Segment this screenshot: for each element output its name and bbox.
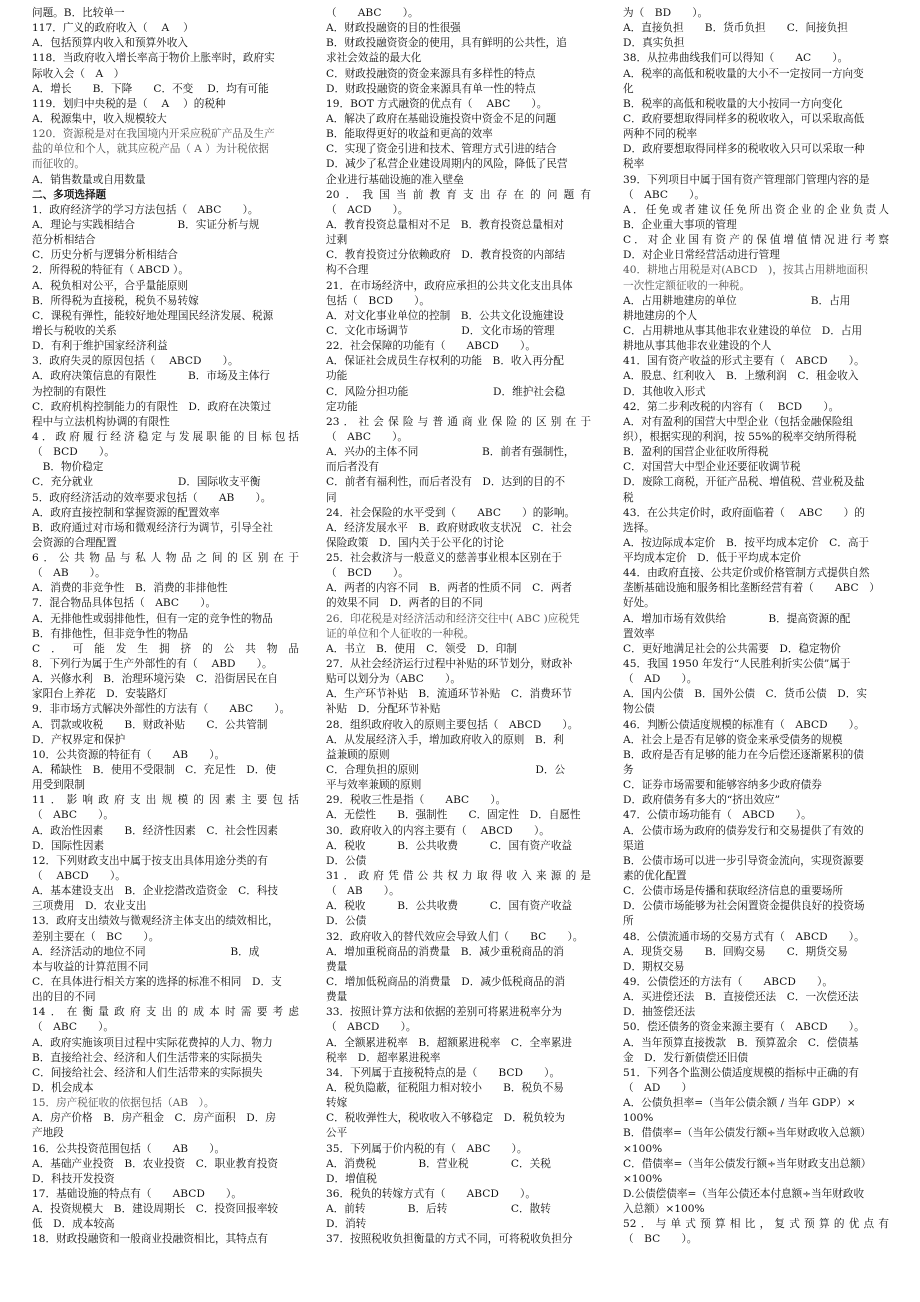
- text-line: 的效果不同 D．两者的目的不同: [326, 597, 483, 610]
- text-line: A．保证社会成员生存权利的功能 B．收入再分配: [326, 355, 564, 368]
- text-line: A．政府实施该项目过程中实际花费掉的人力、物力: [32, 1036, 273, 1049]
- column-left: [32, 6, 299, 1248]
- text-line: A．前转 B．后转 C．散转: [326, 1203, 562, 1216]
- text-line: 两种不同的税率: [623, 128, 698, 141]
- text-line: D．产权界定和保护: [32, 733, 126, 746]
- text-line: 21．在市场经济中，政府应承担的公共文化支出具体: [326, 279, 573, 292]
- text-line: （ AD ）: [623, 1081, 693, 1094]
- text-line: 家阳台上养花 D．安装路灯: [32, 688, 168, 701]
- text-line: A．对文化事业单位的控制 B．公共文化设施建设: [326, 309, 564, 322]
- text-line: （ AB ）。: [326, 885, 400, 898]
- text-line: C．对企业国有资产的保值增值情况进行考察: [623, 234, 889, 247]
- text-line: 100%: [623, 1112, 654, 1125]
- text-line: A．教育投资总量相对不足 B．教育投资总量相对: [326, 218, 564, 231]
- text-line: 15．房产税征收的依据包括（AB ）。: [32, 1097, 215, 1110]
- text-line: C．公债市场是传播和获取经济信息的重要场所: [623, 885, 843, 898]
- text-line: （ AD ）。: [623, 673, 698, 686]
- text-line: C．历史分析与逻辑分析相结合: [32, 249, 178, 262]
- text-line: A．投资规模大 B．建设周期长 C．投资回报率较: [32, 1203, 279, 1216]
- text-line: 素的优化配置: [623, 870, 687, 883]
- text-line: 30．政府收入的内容主要有（ ABCD ）。: [326, 824, 550, 837]
- text-line: 问题。B．比较单一: [32, 7, 125, 19]
- text-line: A．税收 B．公共收费 C．国有资产收益: [326, 839, 573, 852]
- text-line: 27．从社会经济运行过程中补贴的环节划分，财政补: [326, 658, 573, 671]
- text-line: A．股息、红利收入 B．上缴利润 C．租金收入: [623, 370, 870, 383]
- text-line: A．买进偿还法 B．直接偿还法 C．一次偿还法: [623, 991, 870, 1004]
- text-line: D．政府要想取得同样多的税收收入只可以采取一种: [623, 143, 865, 156]
- text-line: A．经济活动的地位不同 B．成: [32, 945, 260, 958]
- text-line: A．全额累进税率 B．超额累进税率 C．全率累进: [326, 1036, 573, 1049]
- text-line: 3．政府失灵的原因包括（ ABCD ）。: [32, 355, 239, 368]
- text-line: D．废除工商税，开征产品税、增值税、营业税及盐: [623, 476, 865, 489]
- text-line: C．可能发生拥挤的公共物品: [32, 642, 299, 655]
- text-line: A．财政投融资的目的性很强: [326, 22, 461, 35]
- text-line: B．借债率=（当年公债发行额÷当年财政收入总额）: [623, 1127, 872, 1140]
- text-line: 28．组织政府收入的原则主要包括（ ABCD ）。: [326, 718, 579, 731]
- text-line: 42．第二步利改税的内容有（ BCD ）。: [623, 400, 840, 413]
- text-line: 贴可以划分为（ABC ）。: [326, 673, 461, 686]
- text-line: A．按边际成本定价 B．按平均成本定价 C．高于: [623, 536, 870, 549]
- text-line: 程中与立法机构协调的有限性: [32, 415, 170, 428]
- text-line: A．政府决策信息的有限性 B．市场及主体行: [32, 370, 270, 383]
- text-line: 构不合理: [326, 264, 369, 277]
- text-line: 税率: [623, 158, 645, 171]
- text-line: A．税源集中，收入规模较大: [32, 112, 167, 125]
- text-line: C．借债率=（当年公债发行额÷当年财政支出总额）: [623, 1157, 872, 1170]
- text-line: 49．公债偿还的方法有（ ABCD ）。: [623, 976, 833, 988]
- text-line: 1．政府经济学的学习方法包括（ ABC ）。: [32, 203, 259, 216]
- text-line: C．教育投资过分依赖政府 D．教育投资的内部结: [326, 249, 566, 262]
- text-line: A．消费的非竞争性 B．消费的非排他性: [32, 582, 228, 595]
- text-line: 13．政府支出绩效与微观经济主体支出的绩效相比，: [32, 915, 279, 928]
- text-line: A．任免或者建议任免所出资企业的企业负责人: [623, 203, 889, 216]
- text-line: 过剩: [326, 234, 348, 247]
- text-line: D．期权交易: [623, 960, 685, 973]
- text-line: 8．下列行为属于生产外部性的有（ ABD ）。: [32, 658, 273, 671]
- text-line: A．基本建设支出 B．企业挖潜改造资金 C．科技: [32, 885, 279, 898]
- text-line: 一次性定额征收的一种税。: [623, 279, 751, 292]
- text-line: 好处。: [623, 597, 655, 610]
- text-line: C．财政投融资的资金来源具有多样性的特点: [326, 67, 536, 80]
- text-line: 117．广义的政府收入（ A ）: [32, 22, 194, 35]
- text-line: 物公债: [623, 703, 655, 716]
- text-line: 51．下列各个监测公债适度规模的指标中正确的有: [623, 1066, 859, 1079]
- text-line: （ ABC ）。: [326, 430, 408, 443]
- text-line: 产地段: [32, 1127, 64, 1140]
- text-line: 4．政府履行经济稳定与发展职能的目标包括: [32, 430, 299, 443]
- text-line: 盐的单位和个人，就其应税产品（ A ）为计税依据: [32, 143, 269, 156]
- text-line: ×100%: [623, 1172, 663, 1185]
- text-line: 40．耕地占用税是对(ABCD )，按其占用耕地面积: [623, 264, 868, 277]
- text-line: （ ABC ）。: [326, 7, 419, 19]
- text-line: D．机会成本: [32, 1081, 94, 1094]
- text-line: 10．公共资源的特征有（ AB ）。: [32, 748, 226, 761]
- text-line: 120．资源税是对在我国境内开采应税矿产品及生产: [32, 128, 275, 141]
- text-line: C．在具体进行相关方案的选择的标准不相同 D．支: [32, 976, 282, 988]
- text-line: 定功能: [326, 400, 358, 413]
- text-line: D．政府债务有多大的“挤出效应”: [623, 794, 781, 807]
- text-line: 46．判断公债适度规模的标准有（ ABCD ）。: [623, 718, 865, 731]
- text-line: ×100%: [623, 1142, 663, 1155]
- text-line: B．企业重大事项的管理: [623, 218, 737, 231]
- text-line: A．税负相对公平，合乎量能原则: [32, 279, 188, 292]
- text-line: 织），根据实现的利润，按 55%的税率交纳所得税: [623, 430, 857, 443]
- text-line: 而征收的。: [32, 158, 85, 171]
- text-line: 6．公共物品与私人物品之间的区别在于: [32, 552, 299, 565]
- column-middle: [326, 6, 591, 1248]
- text-line: 118．当政府收入增长率高于物价上胀率时，政府实: [32, 52, 275, 65]
- text-line: C．课税有弹性，能较好地处理国民经济发展、税源: [32, 309, 274, 322]
- text-line: 用受到限制: [32, 779, 85, 792]
- text-line: 119．划归中央税的是（ A ）的税种: [32, 97, 226, 110]
- text-line: D．国际性因素: [32, 839, 105, 852]
- text-line: 36．税负的转嫁方式有（ ABCD ）。: [326, 1187, 536, 1200]
- text-line: A．解决了政府在基础设施投资中资金不足的问题: [326, 112, 557, 125]
- text-line: 45．我国 1950 年发行“人民胜利折实公债”属于: [623, 658, 851, 671]
- text-line: 41．国有资产收益的形式主要有（ ABCD ）。: [623, 355, 865, 368]
- text-line: D．真实负担: [623, 37, 685, 50]
- text-line: A．理论与实践相结合 B．实证分析与规: [32, 218, 260, 231]
- text-line: 而后者没有: [326, 461, 379, 474]
- text-line: 求社会效益的最大化: [326, 52, 422, 65]
- text-line: 税率 D．超率累进税率: [326, 1051, 441, 1064]
- text-line: B．公债市场可以进一步引导资金流向，实现资源要: [623, 854, 864, 867]
- text-line: 会资源的合理配置: [32, 536, 117, 549]
- text-line: 税: [623, 491, 634, 504]
- text-line: 52．与单式预算相比，复式预算的优点有: [623, 1218, 889, 1231]
- text-line: 为（ BD ）。: [623, 7, 709, 19]
- text-line: A．兴修水利 B．治理环境污染 C．沿街居民在自: [32, 673, 279, 686]
- text-line: 垄断基础设施和服务相比垄断经营有着（ ABC ）: [623, 582, 880, 595]
- text-line: A．消费税 B．营业税 C．关税: [326, 1157, 562, 1170]
- text-line: B．盈利的国营企业征收所得税: [623, 446, 769, 459]
- text-line: 务: [623, 764, 634, 777]
- text-line: B．物价稳定: [32, 461, 104, 474]
- text-line: A．两者的内容不同 B．两者的性质不同 C．两者: [326, 582, 573, 595]
- text-line: 18．财政投融资和一般商业投融资相比，其特点有: [32, 1233, 268, 1246]
- text-line: B．政府是否有足够的能力在今后偿还逐渐累积的债: [623, 748, 864, 761]
- text-line: A．经济发展水平 B．政府财政收支状况 C．社会: [326, 521, 573, 534]
- text-line: 39．下列项目中属于国有资产管理部门管理内容的是: [623, 173, 870, 186]
- text-line: 33．按照计算方法和依据的差别可将累进税率分为: [326, 1006, 562, 1019]
- text-line: 为控制的有限性: [32, 385, 107, 398]
- text-line: A．增加市场有效供给 B．提高资源的配: [623, 612, 851, 625]
- text-line: D．其他收入形式: [623, 385, 706, 398]
- text-line: （ ABCD ）。: [32, 870, 126, 883]
- text-line: A．现货交易 B．回购交易 C．期货交易: [623, 945, 859, 958]
- text-line: （ ABC ）。: [32, 1021, 114, 1034]
- text-line: 37．按照税收负担衡量的方式不同，可将税收负担分: [326, 1233, 573, 1246]
- text-line: C．实现了资金引进和技术、管理方式引进的结合: [326, 143, 557, 156]
- text-line: A．直接负担 B．货币负担 C．间接负担: [623, 22, 859, 35]
- text-line: 入总额）×100%: [623, 1203, 705, 1216]
- text-line: B．有排他性，但非竞争性的物品: [32, 627, 189, 640]
- text-line: 所: [623, 915, 634, 928]
- text-line: 费量: [326, 960, 348, 973]
- text-line: 公平: [326, 1127, 348, 1140]
- text-line: A．书立 B．使用 C．领受 D．印制: [326, 642, 517, 655]
- text-line: （ ACD ）。: [326, 203, 409, 216]
- text-line: C．增加低税商品的消费量 D．减少低税商品的消: [326, 976, 566, 988]
- text-line: D．减少了私营企业建设周期内的风险，降低了民营: [326, 158, 568, 171]
- text-line: 平均成本定价 D．低于平均成本定价: [623, 552, 801, 565]
- text-line: 32．政府收入的替代效应会导致人们（ BC ）。: [326, 930, 584, 943]
- text-line: A．生产环节补贴 B．流通环节补贴 C．消费环节: [326, 688, 573, 701]
- text-line: 渠道: [623, 839, 645, 852]
- text-line: B．能取得更好的收益和更高的效率: [326, 128, 493, 141]
- text-line: A．政府直接控制和掌握资源的配置效率: [32, 506, 220, 519]
- text-line: 补贴 D．分配环节补贴: [326, 703, 441, 716]
- text-line: C．文化市场调节 D．文化市场的管理: [326, 324, 555, 337]
- text-line: 34．下列属于直接税特点的是（ BCD ）。: [326, 1066, 561, 1079]
- text-line: 三项费用 D．农业支出: [32, 900, 147, 913]
- text-line: A．增长 B．下降 C．不变 D．均有可能: [32, 82, 269, 95]
- text-line: 增长与税收的关系: [32, 324, 117, 337]
- text-line: 25．社会救济与一般意义的慈善事业根本区别在于: [326, 552, 562, 565]
- text-line: C．间接给社会、经济和人们生活带来的实际损失: [32, 1066, 263, 1079]
- text-line: C．占用耕地从事其他非农业建设的单位 D．占用: [623, 324, 863, 337]
- text-line: A．税收 B．公共收费 C．国有资产收益: [326, 900, 573, 913]
- text-line: 二、多项选择题: [32, 188, 107, 201]
- text-line: B．税率的高低和税收量的大小按同一方向变化: [623, 97, 843, 110]
- text-line: A．包括预算内收入和预算外收入: [32, 37, 188, 50]
- text-line: 化: [623, 82, 634, 95]
- text-line: A．当年预算直接拨款 B．预算盈余 C．偿债基: [623, 1036, 859, 1049]
- text-line: C．充分就业 D．国际收支平衡: [32, 476, 261, 489]
- text-line: 平与效率兼顾的原则: [326, 779, 422, 792]
- text-line: 际收入会（ A ）: [32, 67, 125, 80]
- text-line: 差别主要在（ BC ）。: [32, 930, 160, 943]
- text-line: 功能: [326, 370, 348, 383]
- text-line: 44．由政府直接、公共定价或价格管制方式提供自然: [623, 567, 870, 580]
- text-line: 35．下列属于价内税的有（ ABC ）。: [326, 1142, 528, 1155]
- text-line: 耕地从事其他非农业建设的个人: [623, 340, 772, 353]
- text-line: A．税率的高低和税收量的大小不一定按同一方向变: [623, 67, 864, 80]
- text-line: 企业进行基础设施的准入壁垒: [326, 173, 464, 186]
- text-line: A．政治性因素 B．经济性因素 C．社会性因素: [32, 824, 279, 837]
- text-line: （ BC ）。: [623, 1233, 698, 1246]
- text-line: A．国内公债 B．国外公债 C．货币公债 D．实: [623, 688, 867, 701]
- text-line: D．消转: [326, 1218, 367, 1231]
- text-line: 11．影响政府支出规模的因素主要包括: [32, 794, 299, 807]
- text-line: 2．所得税的特征有（ ABCD ）。: [32, 264, 189, 277]
- text-line: C．税收弹性大，税收收入不够稳定 D．税负较为: [326, 1112, 566, 1125]
- text-line: A．公债市场为政府的债券发行和交易提供了有效的: [623, 824, 864, 837]
- text-line: B．直接给社会、经济和人们生活带来的实际损失: [32, 1051, 263, 1064]
- text-line: （ AB ）。: [32, 567, 106, 580]
- text-line: A．社会上是否有足够的资金来承受债务的规模: [623, 733, 843, 746]
- text-line: C．更好地满足社会的公共需要 D．稳定物价: [623, 642, 841, 655]
- text-line: 出的目的不同: [32, 991, 96, 1004]
- text-line: B．财政投融资资金的使用，具有鲜明的公共性，追: [326, 37, 567, 50]
- text-line: 47．公债市场功能有（ ABCD ）。: [623, 809, 812, 822]
- text-line: C．政府要想取得同样多的税收收入，可以采取高低: [623, 112, 865, 125]
- text-line: D.公债偿债率=（当年公债还本付息额÷当年财政收: [623, 1187, 865, 1200]
- text-line: 9．非市场方式解决外部性的方法有（ ABC ）。: [32, 703, 291, 716]
- text-line: 14．在衡量政府支出的成本时需要考虑: [32, 1006, 299, 1019]
- text-line: 48．公债流通市场的交易方式有（ ABCD ）。: [623, 930, 865, 943]
- text-line: 置效率: [623, 627, 655, 640]
- text-line: 19．BOT 方式融资的优点有（ ABC ）。: [326, 97, 548, 110]
- text-line: 益兼顾的原则: [326, 748, 390, 761]
- text-line: 29．税收三性是指（ ABC ）。: [326, 794, 507, 807]
- text-line: C．政府机构控制能力的有限性 D．政府在决策过: [32, 400, 272, 413]
- column-right: [623, 6, 889, 1248]
- text-line: 38．从拉弗曲线我们可以得知（ AC ）。: [623, 52, 849, 65]
- text-line: 范分析相结合: [32, 234, 96, 247]
- text-line: 费量: [326, 991, 348, 1004]
- text-line: D．财政投融资的资金来源具有单一性的特点: [326, 82, 536, 95]
- text-line: 耕地建房的个人: [623, 309, 698, 322]
- text-line: 12．下列财政支出中属于按支出具体用途分类的有: [32, 854, 268, 867]
- text-line: 5．政府经济活动的效率要求包括（ AB ）。: [32, 491, 272, 504]
- text-line: 证的单位和个人征收的一种税。: [326, 627, 475, 640]
- text-line: C．合理负担的原则 D．公: [326, 764, 566, 777]
- text-line: 16．公共投资范围包括（ AB ）。: [32, 1142, 226, 1155]
- text-line: A．无偿性 B．强制性 C．固定性 D．自愿性: [326, 809, 581, 822]
- text-line: 包括（ BCD ）。: [326, 294, 431, 307]
- text-line: D．公债市场能够为社会闲置资金提供良好的投资场: [623, 900, 865, 913]
- text-line: （ ABC ）。: [623, 188, 705, 201]
- text-line: 保险政策 D．国内关于公平化的讨论: [326, 536, 504, 549]
- text-line: 20．我国当前教育支出存在的问题有: [326, 188, 591, 201]
- text-line: D．有利于维护国家经济利益: [32, 340, 168, 353]
- text-line: （ ABCD ）。: [326, 1021, 417, 1034]
- text-line: 24．社会保险的水平受到（ ABC ）的影响。: [326, 506, 576, 519]
- text-line: 7．混合物品具体包括（ ABC ）。: [32, 597, 217, 610]
- text-line: D．科技开发投资: [32, 1172, 115, 1185]
- text-line: 50．偿还债务的资金来源主要有（ ABCD ）。: [623, 1021, 865, 1034]
- text-line: 转嫁: [326, 1097, 348, 1110]
- text-line: 31．政府凭借公共权力取得收入来源的是: [326, 870, 591, 883]
- text-line: 43．在公共定价时，政府面临着（ ABC ）的: [623, 506, 865, 519]
- text-line: D．公债: [326, 854, 367, 867]
- text-line: A．兴办的主体不同 B．前者有强制性，: [326, 446, 575, 459]
- text-line: B．政府通过对市场和微观经济行为调节，引导全社: [32, 521, 273, 534]
- text-line: A．占用耕地建房的单位 B．占用: [623, 294, 851, 307]
- text-line: A．对有盈利的国营大中型企业（包括金融保险组: [623, 415, 854, 428]
- text-line: 选择。: [623, 521, 655, 534]
- text-line: D．抽签偿还法: [623, 1006, 696, 1019]
- text-line: C．风险分担功能 D．维护社会稳: [326, 385, 566, 398]
- text-line: C．对国营大中型企业还要征收调节税: [623, 461, 801, 474]
- text-line: A．基础产业投资 B．农业投资 C．职业教育投资: [32, 1157, 289, 1170]
- text-line: 22．社会保障的功能有（ ABCD ）。: [326, 340, 536, 353]
- text-line: D．公债: [326, 915, 367, 928]
- text-line: A．从发展经济入手，增加政府收入的原则 B．利: [326, 733, 564, 746]
- text-line: （ BCD ）。: [326, 567, 409, 580]
- text-line: D．对企业日常经营活动进行管理: [623, 249, 780, 262]
- text-line: 23．社会保险与普通商业保险的区别在于: [326, 415, 591, 428]
- text-line: 17．基础设施的特点有（ ABCD ）。: [32, 1187, 242, 1200]
- text-line: A．销售数量或自用数量: [32, 173, 146, 186]
- text-line: A．税负隐蔽，征税阻力相对较小 B．税负不易: [326, 1081, 564, 1094]
- text-line: （ BCD ）。: [32, 446, 115, 459]
- text-line: A．稀缺性 B．使用不受限制 C．充足性 D．使: [32, 764, 276, 777]
- text-line: C．前者有福利性，而后者没有 D．达到的目的不: [326, 476, 566, 489]
- text-line: C．证券市场需要和能够容纳多少政府债券: [623, 779, 822, 792]
- text-line: 本与收益的计算范围不同: [32, 960, 149, 973]
- text-line: D．增值税: [326, 1172, 377, 1185]
- text-line: A．无排他性或弱排他性，但有一定的竞争性的物品: [32, 612, 273, 625]
- text-line: A．公债负担率=（当年公债余额 / 当年 GDP）×: [623, 1097, 856, 1110]
- text-line: 金 D．发行新债偿还旧债: [623, 1051, 749, 1064]
- text-line: 同: [326, 491, 337, 504]
- text-line: 26．印花税是对经济活动和经济交往中( ABC )应税凭: [326, 612, 580, 625]
- text-line: A．罚款或收税 B．财政补贴 C．公共管制: [32, 718, 279, 731]
- text-line: 低 D．成本较高: [32, 1218, 115, 1231]
- text-line: （ ABC ）。: [32, 809, 114, 822]
- text-line: A．增加重税商品的消费量 B．减少重税商品的消: [326, 945, 564, 958]
- text-line: A．房产价格 B．房产租金 C．房产面积 D．房: [32, 1112, 276, 1125]
- text-line: B．所得税为直接税，税负不易转嫁: [32, 294, 199, 307]
